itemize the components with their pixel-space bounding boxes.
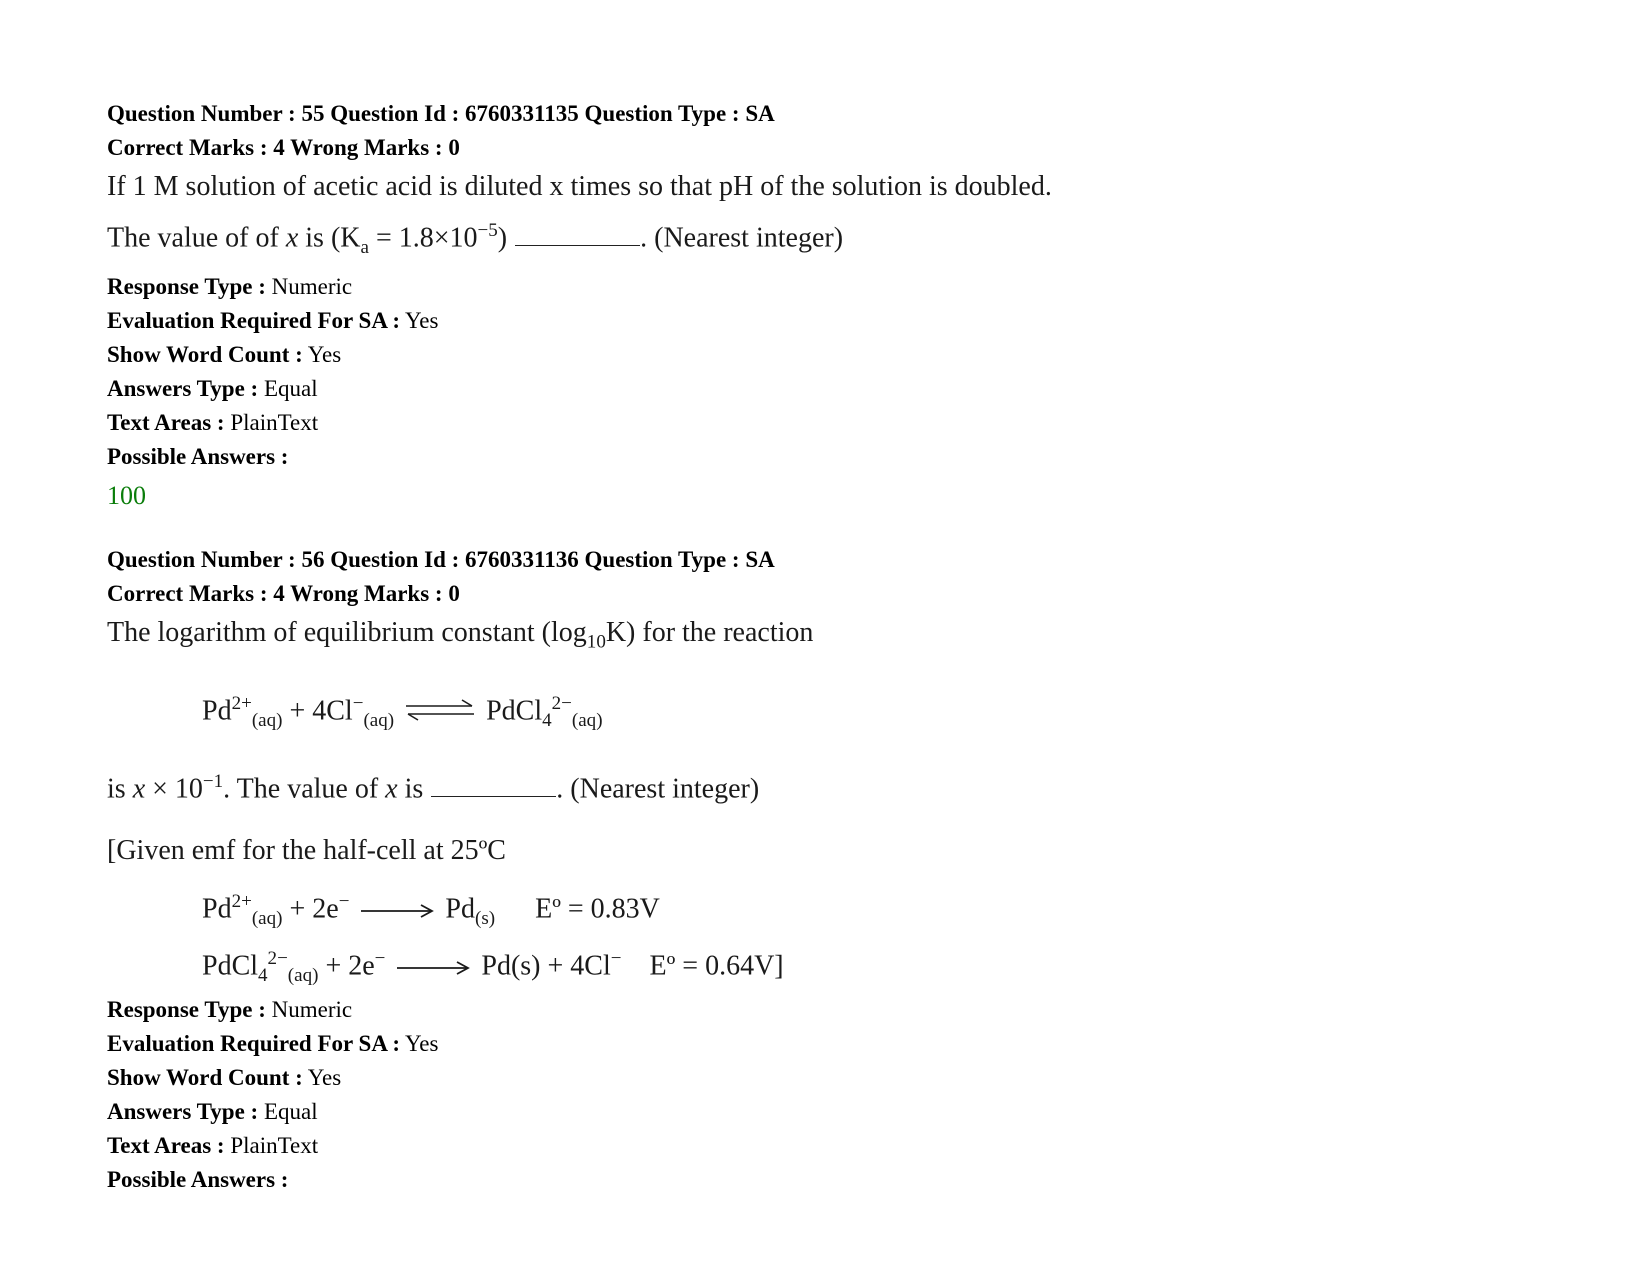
possible-answer-value: 100 (107, 480, 146, 510)
question-header: Question Number : 56 Question Id : 6760331136 Question Type : SA (107, 547, 775, 572)
question-text-line-2: is $x \times 10^{-1}$. The value of x is . (Nearest integer) (107, 770, 760, 804)
field-show-word-count: Show Word Count : Yes (107, 341, 342, 367)
question-text-line-2: The value of of x is $(K_a = 1.8\times 10^{-5})$ . (Nearest integer) (107, 220, 844, 258)
half-cell-equation-2: PdCl$_4^{2-}_{(aq)}$ + 2e− Pd(s) + 4Cl− Eº = 0.64V] (202, 947, 784, 986)
field-possible-answers: Possible Answers : (107, 443, 289, 469)
question-56 (107, 543, 813, 1197)
question-55 (107, 97, 1052, 515)
half-cell-equation-1: $Pd^{2+}_{(aq)} + 2e^-$ $Pd_{(s)}$ Eº = 0.83V (202, 890, 660, 929)
field-evaluation-required: Evaluation Required For SA : Yes (107, 307, 439, 333)
field-answers-type: Answers Type : Equal (107, 375, 318, 401)
question-text-line-1: The logarithm of equilibrium constant $(\log_{10}K)$ for the reaction (107, 617, 814, 653)
field-response-type: Response Type : Numeric (107, 996, 353, 1022)
field-possible-answers: Possible Answers : (107, 1166, 289, 1192)
question-marks: Correct Marks : 4 Wrong Marks : 0 (107, 581, 460, 606)
field-text-areas: Text Areas : PlainText (107, 1132, 319, 1158)
field-text-areas: Text Areas : PlainText (107, 409, 319, 435)
field-answers-type: Answers Type : Equal (107, 1098, 318, 1124)
field-response-type: Response Type : Numeric (107, 273, 353, 299)
question-text-line-3: [Given emf for the half-cell at 25ºC (107, 834, 506, 866)
right-arrow-icon (395, 952, 471, 984)
field-evaluation-required: Evaluation Required For SA : Yes (107, 1030, 439, 1056)
answer-blank (515, 223, 640, 246)
question-text-line-1: If 1 M solution of acetic acid is diluted x times so that pH of the solution is doubled. (107, 171, 1052, 202)
question-marks: Correct Marks : 4 Wrong Marks : 0 (107, 135, 460, 160)
equilibrium-arrow-icon (404, 697, 476, 729)
reaction-equation: $Pd^{2+}_{(aq)} + 4Cl^-_{(aq)}$ PdCl$_4^{2-}_{(aq)}$ (202, 692, 603, 731)
answer-blank (431, 774, 556, 797)
field-show-word-count: Show Word Count : Yes (107, 1064, 342, 1090)
question-header: Question Number : 55 Question Id : 6760331135 Question Type : SA (107, 101, 775, 126)
right-arrow-icon (359, 895, 435, 927)
